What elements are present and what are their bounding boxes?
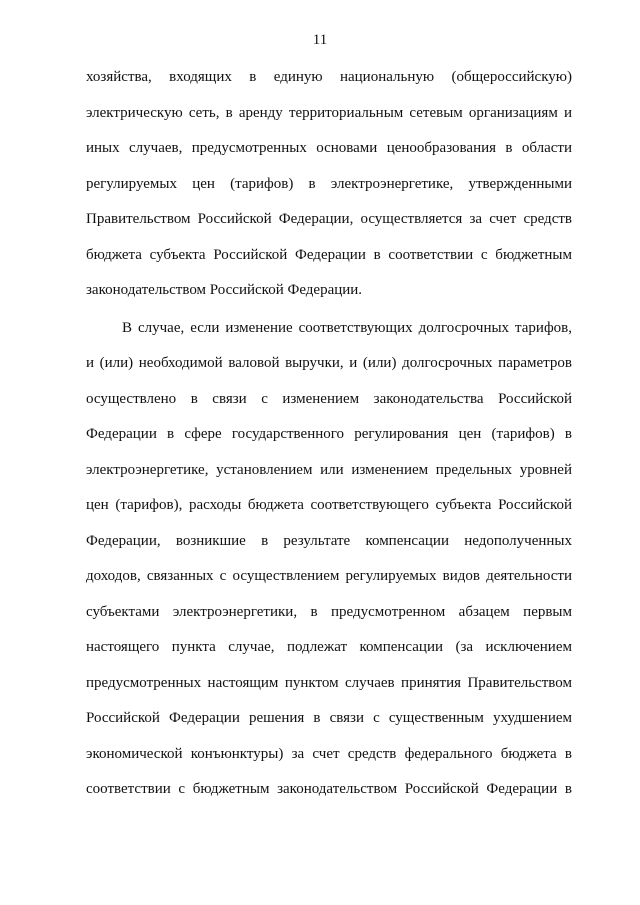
text-line: Правительством Российской Федерации, осуществляется за счет средств xyxy=(86,211,572,227)
text-line: иных случаев, предусмотренных основами ценообразования в области xyxy=(86,140,572,156)
text-line: осуществлено в связи с изменением законодательства Российской xyxy=(86,390,572,407)
text-line: законодательством Российской Федерации. xyxy=(86,282,363,298)
text-line: электрическую сеть, в аренду территориальным сетевым организациям и xyxy=(86,104,572,121)
text-line: настоящего пункта случае, подлежат компенсации (за исключением xyxy=(86,639,572,655)
text-line: предусмотренных настоящим пунктом случаев принятия Правительством xyxy=(86,674,572,691)
text-line: хозяйства, входящих в единую национальную (общероссийскую) xyxy=(86,69,572,85)
text-line: В случае, если изменение соответствующих долгосрочных тарифов, xyxy=(122,319,572,336)
text-line: Федерации в сфере государственного регулирования цен (тарифов) в xyxy=(86,426,572,442)
paragraph-1 xyxy=(86,60,572,309)
text-line: электроэнергетике, установлением или изменением предельных уровней xyxy=(86,461,572,478)
text-line: регулируемых цен (тарифов) в электроэнергетике, утвержденными xyxy=(86,175,572,192)
page-number: 11 xyxy=(312,32,328,48)
paragraph-2 xyxy=(86,311,572,808)
document-body xyxy=(86,60,572,808)
text-line: бюджета субъекта Российской Федерации в соответствии с бюджетным xyxy=(86,246,572,263)
text-line: и (или) необходимой валовой выручки, и (или) долгосрочных параметров xyxy=(86,355,572,371)
text-line: соответствии с бюджетным законодательством Российской Федерации в xyxy=(86,781,572,797)
text-line: Федерации, возникшие в результате компенсации недополученных xyxy=(86,532,572,549)
text-line: экономической конъюнктуры) за счет средств федерального бюджета в xyxy=(86,745,572,762)
text-line: доходов, связанных с осуществлением регулируемых видов деятельности xyxy=(86,568,572,584)
text-line: субъектами электроэнергетики, в предусмотренном абзацем первым xyxy=(86,603,572,620)
text-line: цен (тарифов), расходы бюджета соответствующего субъекта Российской xyxy=(86,497,572,513)
text-line: Российской Федерации решения в связи с существенным ухудшением xyxy=(86,710,572,726)
